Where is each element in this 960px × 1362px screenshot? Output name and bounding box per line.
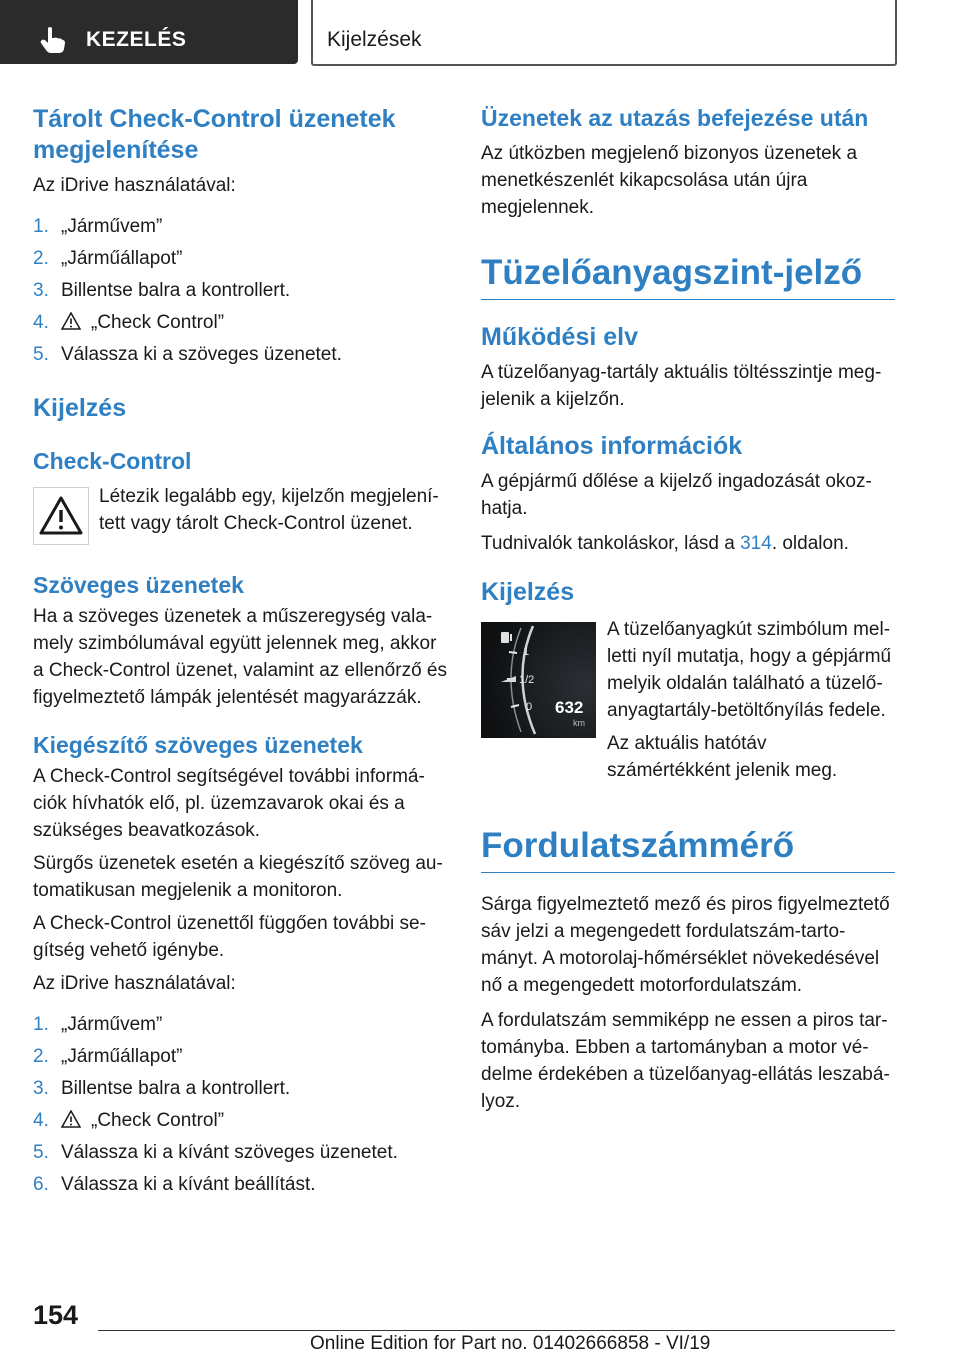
refuel-note-suffix: . oldalon.: [771, 533, 849, 554]
display-heading: Kijelzés: [33, 394, 127, 422]
step-text: Válassza ki a szöveges üzenetet.: [61, 344, 342, 365]
text-messages-heading: Szöveges üzenetek: [33, 572, 244, 598]
page-reference-link[interactable]: 314: [740, 533, 772, 554]
step-text: Billentse balra a kontrollert.: [61, 1078, 291, 1099]
steps-list-a: [33, 211, 447, 371]
step-number: 2.: [33, 248, 49, 269]
list-item: [33, 211, 447, 243]
fuel-display-block: [481, 616, 895, 784]
list-item: [33, 1009, 447, 1041]
principle-heading: Működési elv: [481, 323, 638, 351]
list-item: [33, 1137, 447, 1169]
tachometer-body-2: A fordulatszám semmiképp ne essen a piros tartományba. Ebben a tartományban a motor védelme érdekében a tüzelőanyag-ellátás leszabályoz.: [481, 1010, 890, 1112]
footer-divider: [98, 1330, 895, 1331]
left-column: [33, 100, 447, 1201]
right-column: [481, 100, 895, 1115]
extra-messages-heading: Kiegészítő szöveges üzenetek: [33, 732, 363, 758]
list-item: [33, 1169, 447, 1201]
hand-pointer-icon: [40, 26, 66, 54]
stored-messages-heading: [33, 104, 447, 166]
step-text: Válassza ki a kívánt beállítást.: [61, 1174, 316, 1195]
fuel-display-body-1: A tüzelőanyagkút szimbólum melletti nyíl mutatja, hogy a gépjármű melyik oldalán található a tüzelőanyagtartály-betöltőnyílás fedele.: [607, 619, 892, 721]
step-text: Válassza ki a kívánt szöveges üzenetet.: [61, 1142, 398, 1163]
warning-triangle-icon: [34, 488, 88, 544]
list-item: [33, 275, 447, 307]
step-number: 5.: [33, 344, 49, 365]
list-item: [33, 1073, 447, 1105]
text-messages-body: Ha a szöveges üzenetek a műszeregység valamely szimbólumával együtt jelennek meg, akkor a Check-Control üzenet, valamint az ellenőrző és figyelmeztető lámpák jelentését magyarázzák.: [33, 606, 447, 708]
principle-body: A tüzelőanyag-tartály aktuális töltésszintje megjelenik a kijelzőn.: [481, 362, 882, 410]
step-text: „Check Control”: [91, 1110, 225, 1131]
idrive-intro: Az iDrive használatával:: [33, 175, 236, 196]
range-unit: km: [573, 718, 585, 728]
steps-list-b: [33, 1009, 447, 1201]
step-text: „Járművem”: [61, 1014, 163, 1035]
section-title: Kijelzések: [327, 28, 422, 51]
section-header: [311, 0, 897, 66]
fuel-gauge-heading: Tüzelőanyagszint-jelző: [481, 253, 895, 300]
general-info-heading: Általános információk: [481, 432, 743, 460]
idrive-intro-2: Az iDrive használatával:: [33, 973, 236, 994]
page-number: 154: [33, 1300, 79, 1330]
chapter-label: KEZELÉS: [86, 28, 187, 51]
general-info-body: A gépjármű dőlése a kijelző ingadozását okozhatja.: [481, 471, 872, 519]
chapter-tab[interactable]: [0, 0, 298, 64]
gauge-mark-half: 1/2: [519, 674, 535, 686]
step-text: „Check Control”: [91, 312, 225, 333]
range-value: 632: [555, 698, 584, 717]
step-number: 2.: [33, 1046, 49, 1067]
list-item: [33, 1105, 447, 1137]
gauge-mark-empty: 0: [526, 701, 533, 713]
stored-messages-heading-line2: megjelenítése: [33, 136, 199, 164]
list-item: [33, 1041, 447, 1073]
refuel-note: [481, 530, 895, 557]
step-number: 4.: [33, 312, 49, 333]
step-number: 3.: [33, 1078, 49, 1099]
edition-footer: Online Edition for Part no. 01402666858 - VI/19: [310, 1333, 711, 1354]
step-number: 1.: [33, 216, 49, 237]
tachometer-body-1: Sárga figyelmeztető mező és piros figyelmeztető sáv jelzi a megengedett fordulatszám-tartományt. A motorolaj-hőmérséklet növekedésével nő a megengedett motorfordulatszám.: [481, 894, 890, 996]
check-control-symbol: [33, 487, 89, 545]
extra-messages-body-1: A Check-Control segítségével további információk hívhatók elő, pl. üzemzavarok okai és a szükséges beavatkozások.: [33, 766, 425, 841]
warning-triangle-icon: [61, 1110, 81, 1128]
trip-end-body: Az útközben megjelenő bizonyos üzenetek a menetkészenlét kikapcsolása után újra megjelennek.: [481, 143, 858, 218]
step-number: 5.: [33, 1142, 49, 1163]
step-number: 3.: [33, 280, 49, 301]
step-number: 1.: [33, 1014, 49, 1035]
fuel-gauge-image: [481, 622, 596, 738]
step-text: „Járművem”: [61, 216, 163, 237]
check-control-block: [33, 483, 447, 537]
extra-messages-body-3: A Check-Control üzenettől függően további segítség vehető igénybe.: [33, 913, 426, 961]
trip-end-heading: Üzenetek az utazás befejezése után: [481, 105, 869, 131]
check-control-heading: Check-Control: [33, 448, 192, 474]
stored-messages-heading-line1: Tárolt Check-Control üzenetek: [33, 105, 396, 133]
step-number: 6.: [33, 1174, 49, 1195]
warning-triangle-icon: [61, 312, 81, 330]
step-number: 4.: [33, 1110, 49, 1131]
gauge-mark-full: 1: [523, 646, 530, 658]
extra-messages-body-2: Sürgős üzenetek esetén a kiegészítő szöveg automatikusan megjelenik a monitoron.: [33, 853, 443, 901]
fuel-display-heading: Kijelzés: [481, 578, 575, 606]
step-text: Billentse balra a kontrollert.: [61, 280, 291, 301]
list-item: [33, 339, 447, 371]
step-text: „Járműállapot”: [61, 248, 183, 269]
fuel-display-body-2: Az aktuális hatótáv számértékként jelenik meg.: [607, 733, 838, 781]
check-control-text: Létezik legalább egy, kijelzőn megjelenített vagy tárolt Check-Control üzenet.: [99, 486, 439, 534]
list-item: [33, 307, 447, 339]
list-item: [33, 243, 447, 275]
tachometer-heading: Fordulatszámmérő: [481, 826, 895, 873]
step-text: „Járműállapot”: [61, 1046, 183, 1067]
refuel-note-prefix: Tudnivalók tankoláskor, lásd a: [481, 533, 741, 554]
